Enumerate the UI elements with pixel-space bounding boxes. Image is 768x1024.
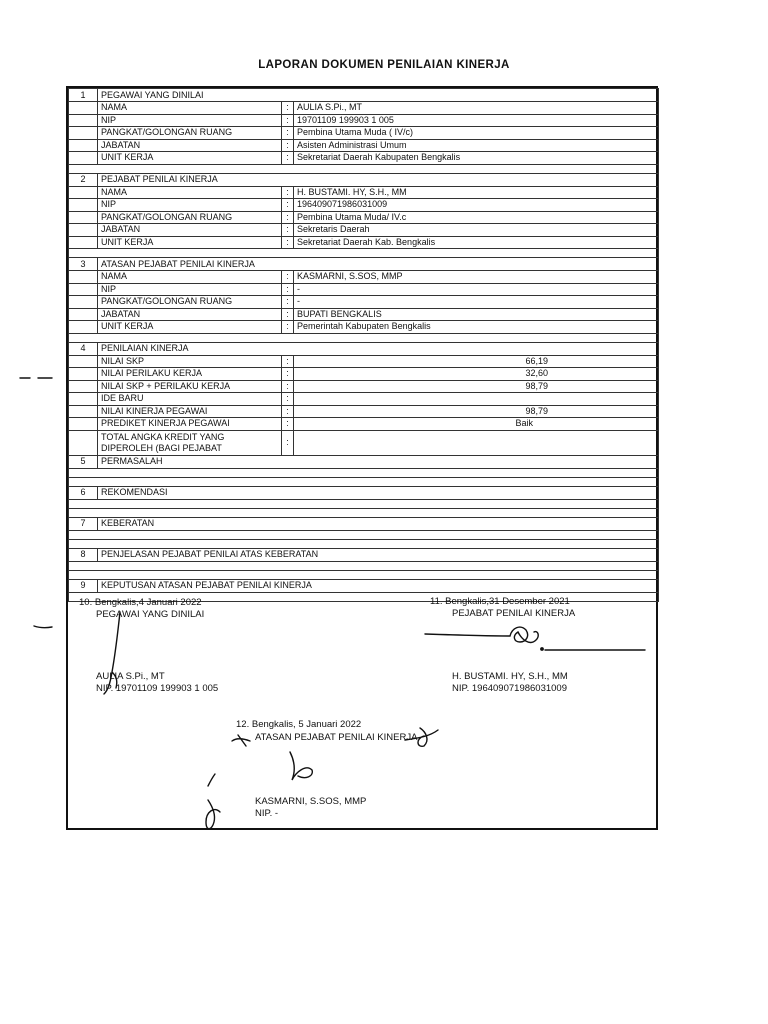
spacer-row (69, 508, 659, 517)
spacer-row (69, 530, 659, 539)
section-2-row-nama: NAMA : H. BUSTAMI. HY, S.H., MM (69, 186, 659, 199)
section-5-header (69, 455, 659, 468)
field-value: - (294, 283, 659, 296)
section-3-row-pangkat: PANGKAT/GOLONGAN RUANG : - (69, 296, 659, 309)
field-value: Pemerintah Kabupaten Bengkalis (294, 321, 659, 334)
signature-place-date: Bengkalis,4 Januari 2022 (94, 597, 202, 608)
section-7-header (69, 517, 659, 530)
spacer-row (69, 499, 659, 508)
section-heading: KEPUTUSAN ATASAN PEJABAT PENILAI KINERJA (98, 579, 659, 592)
field-label: NILAI SKP + PERILAKU KERJA (98, 380, 282, 393)
section-1-row-pangkat: PANGKAT/GOLONGAN RUANG : Pembina Utama Muda ( IV/c) (69, 127, 659, 140)
section-9-header (69, 579, 659, 592)
field-value: Sekretariat Daerah Kabupaten Bengkalis (294, 152, 659, 165)
section-3-row-nama: NAMA : KASMARNI, S.SOS, MMP (69, 271, 659, 284)
field-label: IDE BARU (98, 393, 282, 406)
signature-number: 11. (430, 596, 443, 607)
field-label: NILAI KINERJA PEGAWAI (98, 405, 282, 418)
field-label: NAMA (98, 271, 282, 284)
signature-place-date: Bengkalis, 5 Januari 2022 (251, 719, 362, 730)
section-heading: REKOMENDASI (98, 486, 659, 499)
document-title: LAPORAN DOKUMEN PENILAIAN KINERJA (258, 59, 510, 71)
signature-11-nip: NIP. 196409071986031009 (452, 683, 567, 694)
section-3-row-nip: NIP : - (69, 283, 659, 296)
section-1-row-nama: NAMA : AULIA S.Pi., MT (69, 102, 659, 115)
spacer-row (69, 570, 659, 579)
section-heading: PEJABAT PENILAI KINERJA (98, 173, 659, 186)
signature-12-header (236, 719, 361, 731)
section-number: 7 (69, 517, 98, 530)
section-heading: PEGAWAI YANG DINILAI (98, 89, 659, 102)
field-value: 19701109 199903 1 005 (294, 114, 659, 127)
field-label: NIP (98, 283, 282, 296)
section-number: 1 (69, 89, 98, 102)
signature-10-header (79, 597, 202, 609)
section-4-header (69, 342, 659, 355)
score-row-skp-plus-perilaku: NILAI SKP + PERILAKU KERJA : 98,79 (69, 380, 659, 393)
signature-10-role: PEGAWAI YANG DINILAI (96, 609, 205, 620)
assessment-form-table (68, 88, 659, 602)
field-value: H. BUSTAMI. HY, S.H., MM (294, 186, 659, 199)
score-value: 98,79 (294, 405, 659, 418)
signature-11-header (430, 596, 570, 608)
section-1-row-jabatan: JABATAN : Asisten Administrasi Umum (69, 139, 659, 152)
field-label: PANGKAT/GOLONGAN RUANG (98, 211, 282, 224)
spacer-row (69, 539, 659, 548)
field-label: UNIT KERJA (98, 321, 282, 334)
section-2-row-pangkat: PANGKAT/GOLONGAN RUANG : Pembina Utama Muda/ IV.c (69, 211, 659, 224)
section-2-row-unit-kerja: UNIT KERJA : Sekretariat Daerah Kab. Bengkalis (69, 236, 659, 249)
field-label: TOTAL ANGKA KREDIT YANG DIPEROLEH (BAGI PEJABAT (98, 430, 282, 455)
field-value: Pembina Utama Muda/ IV.c (294, 211, 659, 224)
signature-12-name: KASMARNI, S.SOS, MMP (255, 796, 367, 807)
section-1-row-unit-kerja: UNIT KERJA : Sekretariat Daerah Kabupaten Bengkalis (69, 152, 659, 165)
score-row-nilai-perilaku: NILAI PERILAKU KERJA : 32,60 (69, 368, 659, 381)
field-label: NILAI SKP (98, 355, 282, 368)
score-row-prediket: PREDIKET KINERJA PEGAWAI : Baik (69, 418, 659, 431)
spacer-row (69, 333, 659, 342)
section-number: 8 (69, 548, 98, 561)
signature-number: 12. (236, 719, 250, 730)
signature-12-role: ATASAN PEJABAT PENILAI KINERJA (255, 732, 418, 743)
score-row-angka-kredit: TOTAL ANGKA KREDIT YANG DIPEROLEH (BAGI PEJABAT : (69, 430, 659, 455)
section-3-header (69, 258, 659, 271)
field-value: 196409071986031009 (294, 199, 659, 212)
field-value: KASMARNI, S.SOS, MMP (294, 271, 659, 284)
field-label: UNIT KERJA (98, 152, 282, 165)
score-row-ide-baru: IDE BARU : (69, 393, 659, 406)
field-label: NIP (98, 114, 282, 127)
field-value: BUPATI BENGKALIS (294, 308, 659, 321)
spacer-row (69, 468, 659, 477)
field-label: NIP (98, 199, 282, 212)
field-value: Asisten Administrasi Umum (294, 139, 659, 152)
section-heading: PENJELASAN PEJABAT PENILAI ATAS KEBERATAN (98, 548, 659, 561)
field-label: JABATAN (98, 224, 282, 237)
field-label: NAMA (98, 102, 282, 115)
field-value: AULIA S.Pi., MT (294, 102, 659, 115)
score-row-nilai-skp: NILAI SKP : 66,19 (69, 355, 659, 368)
section-2-row-nip: NIP : 196409071986031009 (69, 199, 659, 212)
section-number: 5 (69, 455, 98, 468)
section-1-header (69, 89, 659, 102)
section-heading: PENILAIAN KINERJA (98, 342, 659, 355)
field-value: - (294, 296, 659, 309)
section-2-row-jabatan: JABATAN : Sekretaris Daerah (69, 224, 659, 237)
field-value: Sekretariat Daerah Kab. Bengkalis (294, 236, 659, 249)
signature-11-name: H. BUSTAMI. HY, S.H., MM (452, 671, 568, 682)
section-1-row-nip: NIP : 19701109 199903 1 005 (69, 114, 659, 127)
field-label: JABATAN (98, 139, 282, 152)
spacer-row (69, 164, 659, 173)
section-6-header (69, 486, 659, 499)
score-value: 98,79 (294, 380, 659, 393)
section-heading: KEBERATAN (98, 517, 659, 530)
score-value (294, 430, 659, 455)
field-label: PANGKAT/GOLONGAN RUANG (98, 127, 282, 140)
score-value: Baik (294, 418, 659, 431)
section-3-row-unit-kerja: UNIT KERJA : Pemerintah Kabupaten Bengkalis (69, 321, 659, 334)
spacer-row (69, 249, 659, 258)
signature-10-nip: NIP. 19701109 199903 1 005 (96, 683, 219, 694)
section-number: 9 (69, 579, 98, 592)
field-label: NAMA (98, 186, 282, 199)
signature-place-date: Bengkalis,31 Desember 2021 (445, 596, 570, 607)
signature-10-name: AULIA S.Pi., MT (96, 671, 165, 682)
score-row-nilai-kinerja: NILAI KINERJA PEGAWAI : 98,79 (69, 405, 659, 418)
signature-11-role: PEJABAT PENILAI KINERJA (452, 608, 576, 619)
section-number: 2 (69, 173, 98, 186)
score-value: 32,60 (294, 368, 659, 381)
section-2-header (69, 173, 659, 186)
signature-number: 10. (79, 597, 93, 608)
field-label: PANGKAT/GOLONGAN RUANG (98, 296, 282, 309)
field-label: PREDIKET KINERJA PEGAWAI (98, 418, 282, 431)
spacer-row (69, 477, 659, 486)
score-value (294, 393, 659, 406)
field-value: Sekretaris Daerah (294, 224, 659, 237)
section-8-header (69, 548, 659, 561)
field-label: JABATAN (98, 308, 282, 321)
field-label: NILAI PERILAKU KERJA (98, 368, 282, 381)
section-number: 6 (69, 486, 98, 499)
score-value: 66,19 (294, 355, 659, 368)
signature-12-nip: NIP. - (255, 808, 279, 819)
section-number: 4 (69, 342, 98, 355)
section-number: 3 (69, 258, 98, 271)
section-heading: PERMASALAH (98, 455, 659, 468)
field-label: UNIT KERJA (98, 236, 282, 249)
field-value: Pembina Utama Muda ( IV/c) (294, 127, 659, 140)
spacer-row (69, 561, 659, 570)
section-heading: ATASAN PEJABAT PENILAI KINERJA (98, 258, 659, 271)
section-3-row-jabatan: JABATAN : BUPATI BENGKALIS (69, 308, 659, 321)
